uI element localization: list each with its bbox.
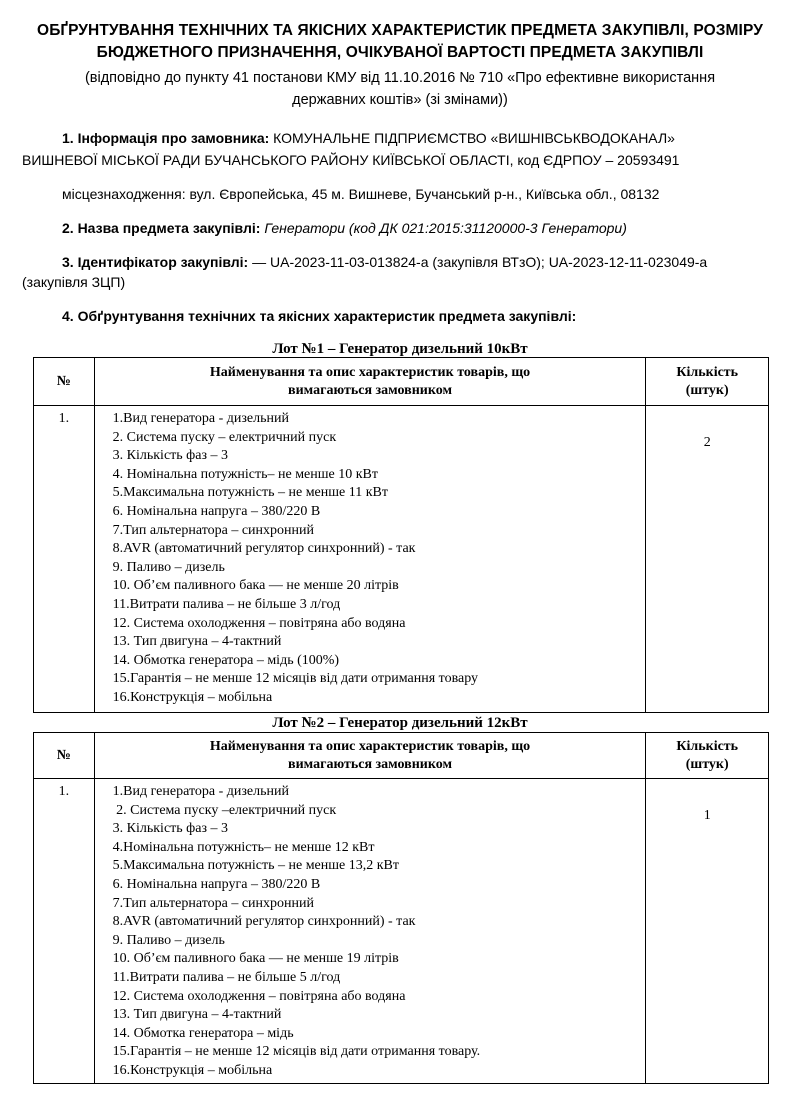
subject-value: Генератори (код ДК 021:2015:31120000-3 Генератори) bbox=[260, 220, 627, 236]
customer-value-line-1: КОМУНАЛЬНЕ ПІДПРИЄМСТВО «ВИШНІВСЬКВОДОКАНАЛ» bbox=[269, 130, 675, 146]
spec-item: 8.AVR (автоматичний регулятор синхронний) - так bbox=[112, 541, 416, 557]
procurement-id-line-2: (закупівля ЗЦП) bbox=[22, 274, 126, 290]
quantity-value: 1 bbox=[646, 779, 769, 1084]
spec-item: 12. Система охолодження – повітряна або водяна bbox=[112, 988, 406, 1004]
lot-1-title: Лот №1 – Генератор дизельний 10кВт bbox=[272, 341, 528, 357]
spec-item: 14. Обмотка генератора – мідь bbox=[112, 1025, 294, 1041]
justification-heading: 4. Обґрунтування технічних та якісних характеристик предмета закупівлі: bbox=[62, 308, 577, 324]
spec-item: 16.Конструкція – мобільна bbox=[112, 1062, 273, 1078]
quantity-value: 2 bbox=[646, 406, 769, 713]
header-num: № bbox=[34, 358, 95, 406]
spec-item: 3. Кількість фаз – 3 bbox=[112, 448, 228, 464]
spec-item: 6. Номінальна напруга – 380/220 В bbox=[112, 503, 321, 519]
document-title-line-2: БЮДЖЕТНОГО ПРИЗНАЧЕННЯ, ОЧІКУВАНОЇ ВАРТОСТІ ПРЕДМЕТА ЗАКУПІВЛІ bbox=[96, 44, 704, 61]
spec-item: 7.Тип альтернатора – синхронний bbox=[112, 895, 315, 911]
procurement-id-line-1 bbox=[62, 252, 707, 272]
document-subtitle-line-1: (відповідно до пункту 41 постанови КМУ від 11.10.2016 № 710 «Про ефективне використання bbox=[84, 70, 716, 86]
customer-info-line-1 bbox=[62, 128, 675, 148]
spec-item: 8.AVR (автоматичний регулятор синхронний) - так bbox=[112, 914, 416, 930]
spec-list bbox=[95, 406, 646, 710]
spec-item: 13. Тип двигуна – 4-тактний bbox=[112, 1007, 282, 1023]
spec-item: 2. Система пуску –електричний пуск bbox=[112, 802, 337, 818]
customer-value-line-2: ВИШНЕВОЇ МІСЬКОЇ РАДИ БУЧАНСЬКОГО РАЙОНУ КИЇВСЬКОЇ ОБЛАСТІ, код ЄДРПОУ – 20593491 bbox=[22, 152, 680, 168]
spec-item: 16.Конструкція – мобільна bbox=[112, 689, 273, 705]
spec-item: 10. Об’єм паливного бака — не менше 19 літрів bbox=[112, 951, 399, 967]
spec-item: 12. Система охолодження – повітряна або водяна bbox=[112, 615, 406, 631]
id-value-line-1: — UA-2023-11-03-013824-a (закупівля ВТзО); UA-2023-12-11-023049-a bbox=[248, 254, 708, 270]
lot-2-title: Лот №2 – Генератор дизельний 12кВт bbox=[272, 715, 528, 731]
row-number: 1. bbox=[34, 406, 95, 713]
lot-2-table bbox=[33, 732, 769, 1084]
spec-item: 7.Тип альтернатора – синхронний bbox=[112, 522, 315, 538]
document-title-line-1: ОБҐРУНТУВАННЯ ТЕХНІЧНИХ ТА ЯКІСНИХ ХАРАКТЕРИСТИК ПРЕДМЕТА ЗАКУПІВЛІ, РОЗМІРУ bbox=[37, 22, 763, 39]
spec-item: 5.Максимальна потужність – не менше 11 кВт bbox=[112, 485, 388, 501]
spec-item: 2. Система пуску – електричний пуск bbox=[112, 429, 337, 445]
spec-item: 11.Витрати палива – не більше 3 л/год bbox=[112, 596, 341, 612]
spec-item: 3. Кількість фаз – 3 bbox=[112, 821, 228, 837]
header-description: Найменування та опис характеристик товарів, що вимагаються замовником bbox=[94, 358, 646, 406]
spec-item: 1.Вид генератора - дизельний bbox=[112, 411, 289, 426]
spec-item: 4. Номінальна потужність– не менше 10 кВт bbox=[112, 466, 379, 482]
spec-item: 9. Паливо – дизель bbox=[112, 932, 225, 948]
spec-item: 10. Об’єм паливного бака — не менше 20 літрів bbox=[112, 578, 399, 594]
spec-item: 1.Вид генератора - дизельний bbox=[112, 784, 289, 799]
procurement-subject bbox=[62, 218, 627, 238]
spec-item: 9. Паливо – дизель bbox=[112, 559, 225, 575]
spec-item: 14. Обмотка генератора – мідь (100%) bbox=[112, 652, 340, 668]
header-quantity: Кількість (штук) bbox=[646, 358, 769, 406]
document-subtitle-line-2: державних коштів» (зі змінами)) bbox=[292, 92, 508, 108]
subject-label: 2. Назва предмета закупівлі: bbox=[62, 220, 261, 236]
header-quantity: Кількість (штук) bbox=[646, 733, 769, 779]
spec-cell bbox=[94, 406, 646, 713]
spec-item: 5.Максимальна потужність – не менше 13,2 кВт bbox=[112, 858, 400, 874]
table-row bbox=[34, 779, 769, 1084]
spec-item: 6. Номінальна напруга – 380/220 В bbox=[112, 876, 321, 892]
lot-1-header-row bbox=[34, 358, 769, 406]
spec-item: 15.Гарантія – не менше 12 місяців від дати отримання товару bbox=[112, 671, 479, 687]
spec-item: 11.Витрати палива – не більше 5 л/год bbox=[112, 969, 341, 985]
spec-item: 13. Тип двигуна – 4-тактний bbox=[112, 634, 282, 650]
customer-label: 1. Інформація про замовника: bbox=[62, 130, 270, 146]
spec-cell bbox=[94, 779, 646, 1084]
spec-item: 4.Номінальна потужність– не менше 12 кВт bbox=[112, 839, 375, 855]
lot-2-header-row bbox=[34, 733, 769, 779]
spec-list bbox=[95, 779, 646, 1083]
header-num: № bbox=[34, 733, 95, 779]
spec-item: 15.Гарантія – не менше 12 місяців від дати отримання товару. bbox=[112, 1044, 481, 1060]
row-number: 1. bbox=[34, 779, 95, 1084]
table-row bbox=[34, 406, 769, 713]
customer-location: місцезнаходження: вул. Європейська, 45 м. Вишневе, Бучанський р-н., Київська обл., 08132 bbox=[62, 186, 660, 202]
header-description: Найменування та опис характеристик товарів, що вимагаються замовником bbox=[94, 733, 646, 779]
id-label: 3. Ідентифікатор закупівлі: bbox=[62, 254, 249, 270]
lot-1-table bbox=[33, 357, 769, 713]
